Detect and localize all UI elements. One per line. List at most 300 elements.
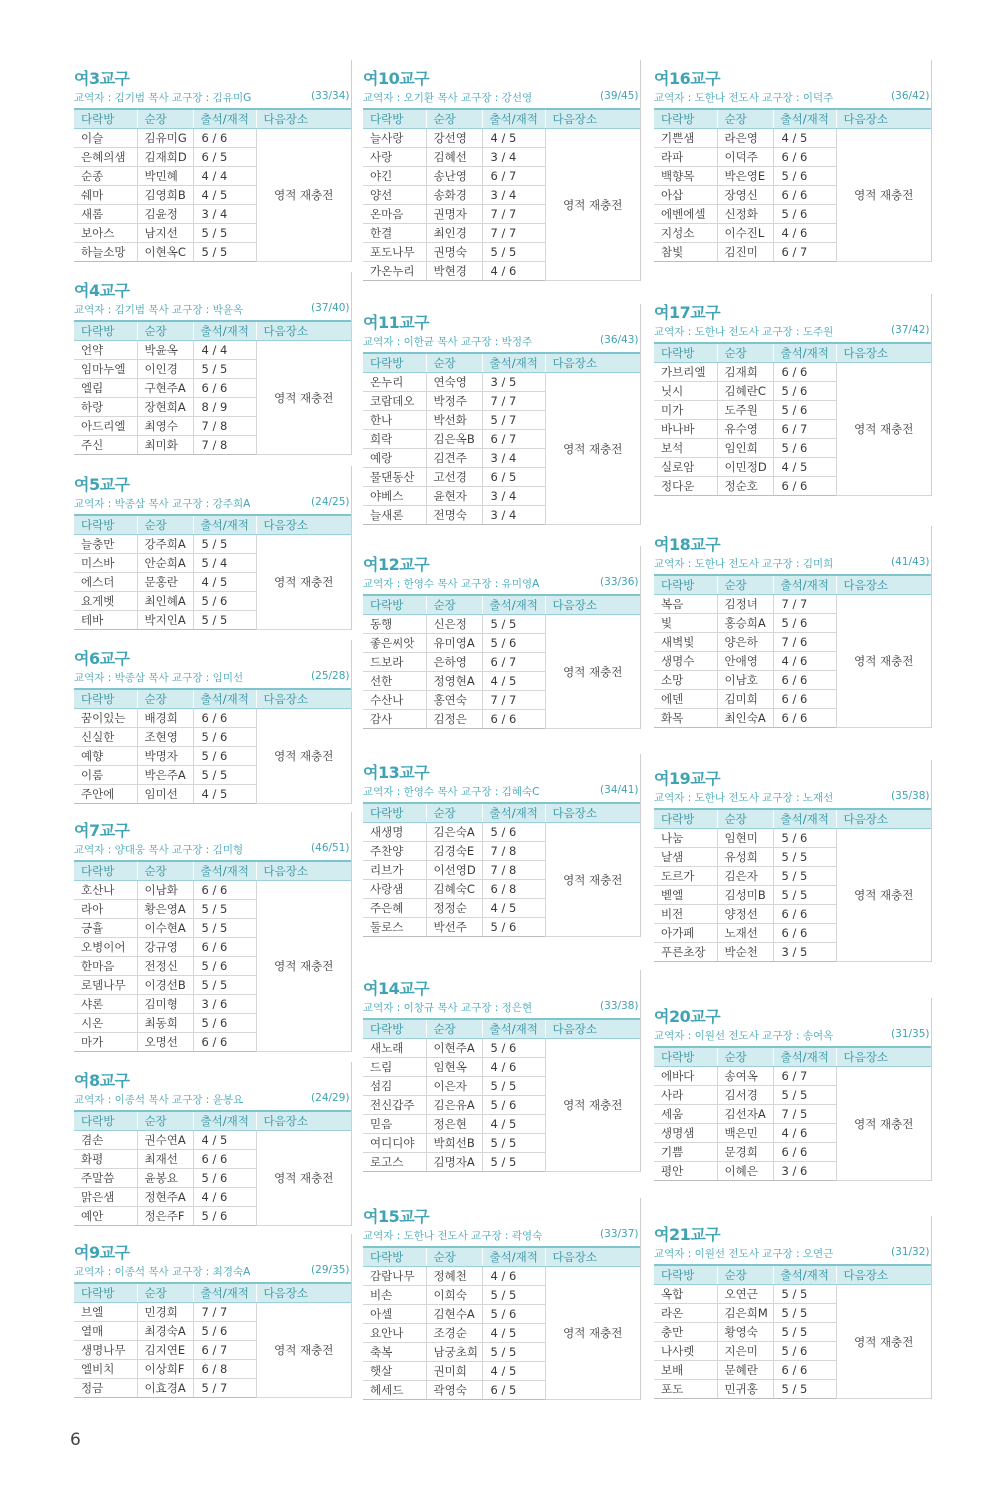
district-leaders: 교역자 : 김기범 목사 교구장 : 김유미G	[74, 92, 252, 104]
district-leaders: 교역자 : 이한균 목사 교구장 : 박정주	[363, 336, 533, 348]
next-place-cell: 영적 재충전	[256, 535, 351, 630]
table-row	[654, 129, 931, 148]
attendance-cell: 7 / 7	[482, 691, 545, 710]
group-name-cell: 코람데오	[363, 392, 426, 411]
leader-name-cell: 배경희	[137, 709, 193, 728]
leader-name-cell: 양정선	[717, 905, 773, 924]
district-title: 여11교구	[363, 313, 430, 332]
district-leaders-line	[654, 790, 932, 805]
table-header-row	[74, 861, 351, 881]
district-leaders: 교역자 : 박종삼 목사 교구장 : 임미선	[74, 672, 244, 684]
header-cell-next-place: 다음장소	[836, 109, 931, 129]
table-header-row	[654, 1265, 931, 1285]
district-attendance-total: (33/36)	[600, 576, 639, 588]
district-leaders-line	[654, 556, 932, 571]
attendance-cell: 6 / 6	[773, 924, 836, 943]
attendance-cell: 7 / 5	[773, 1105, 836, 1124]
attendance-cell: 5 / 5	[773, 848, 836, 867]
leader-name-cell: 이희숙	[426, 1286, 482, 1305]
leader-name-cell: 정혜천	[426, 1267, 482, 1286]
group-name-cell: 정다운	[654, 477, 717, 496]
attendance-cell: 6 / 6	[773, 477, 836, 496]
attendance-cell: 5 / 6	[193, 747, 256, 766]
header-cell-leader: 순장	[717, 1047, 773, 1067]
attendance-cell: 6 / 6	[773, 671, 836, 690]
attendance-cell: 6 / 6	[193, 881, 256, 900]
leader-name-cell: 이수현A	[137, 919, 193, 938]
attendance-cell: 5 / 6	[773, 829, 836, 848]
district-leaders: 교역자 : 한영수 목사 교구장 : 김혜숙C	[363, 786, 540, 798]
header-cell-attendance: 출석/재적	[482, 109, 545, 129]
header-cell-next-place: 다음장소	[545, 1247, 640, 1267]
leader-name-cell: 박은영E	[717, 167, 773, 186]
attendance-cell: 3 / 4	[482, 186, 545, 205]
header-cell-group: 다락방	[363, 353, 426, 373]
leader-name-cell: 임현옥	[426, 1058, 482, 1077]
attendance-cell: 3 / 4	[482, 487, 545, 506]
attendance-cell: 5 / 5	[482, 1153, 545, 1172]
table-row	[654, 1285, 931, 1304]
district-leaders-line	[74, 842, 352, 857]
attendance-cell: 4 / 5	[193, 785, 256, 804]
leader-name-cell: 박선주	[426, 918, 482, 937]
attendance-cell: 5 / 6	[193, 1207, 256, 1226]
leader-name-cell: 박선화	[426, 411, 482, 430]
next-place-cell: 영적 재충전	[545, 823, 640, 937]
district-header	[654, 526, 932, 574]
district-block	[363, 60, 641, 281]
leader-name-cell: 임인희	[717, 439, 773, 458]
attendance-cell: 6 / 6	[773, 905, 836, 924]
district-table	[363, 802, 641, 937]
header-cell-next-place: 다음장소	[256, 109, 351, 129]
leader-name-cell: 장영신	[717, 186, 773, 205]
attendance-cell: 4 / 5	[482, 1115, 545, 1134]
attendance-cell: 6 / 6	[773, 148, 836, 167]
district-table	[654, 574, 932, 728]
district-attendance-total: (36/42)	[891, 90, 930, 102]
leader-name-cell: 이상희F	[137, 1360, 193, 1379]
header-cell-leader: 순장	[717, 809, 773, 829]
header-cell-leader: 순장	[717, 1265, 773, 1285]
group-name-cell: 섬김	[363, 1077, 426, 1096]
attendance-cell: 3 / 4	[482, 506, 545, 525]
district-leaders: 교역자 : 이종석 목사 교구장 : 윤봉요	[74, 1094, 244, 1106]
attendance-cell: 8 / 9	[193, 398, 256, 417]
district-leaders: 교역자 : 김기범 목사 교구장 : 박윤옥	[74, 304, 244, 316]
group-name-cell: 요게벳	[74, 592, 137, 611]
attendance-cell: 5 / 5	[193, 243, 256, 262]
district-leaders-line	[654, 324, 932, 339]
group-name-cell: 언약	[74, 341, 137, 360]
header-cell-group: 다락방	[363, 109, 426, 129]
district-title: 여6교구	[74, 649, 130, 668]
header-cell-group: 다락방	[654, 809, 717, 829]
district-title: 여20교구	[654, 1007, 721, 1026]
header-cell-leader: 순장	[717, 343, 773, 363]
attendance-cell: 7 / 7	[482, 224, 545, 243]
attendance-cell: 7 / 8	[482, 861, 545, 880]
leader-name-cell: 김은희M	[717, 1304, 773, 1323]
header-cell-leader: 순장	[137, 109, 193, 129]
attendance-cell: 3 / 4	[482, 449, 545, 468]
leader-name-cell: 양은하	[717, 633, 773, 652]
leader-name-cell: 정정순	[426, 899, 482, 918]
group-name-cell: 요안나	[363, 1324, 426, 1343]
header-cell-next-place: 다음장소	[545, 109, 640, 129]
table-row	[363, 615, 640, 634]
group-name-cell: 샤론	[74, 995, 137, 1014]
district-leaders: 교역자 : 박종삼 목사 교구장 : 강주희A	[74, 498, 251, 510]
leader-name-cell: 고선경	[426, 468, 482, 487]
leader-name-cell: 박현경	[426, 262, 482, 281]
leader-name-cell: 최영수	[137, 417, 193, 436]
leader-name-cell: 김정녀	[717, 595, 773, 614]
leader-name-cell: 김성미B	[717, 886, 773, 905]
leader-name-cell: 유성희	[717, 848, 773, 867]
attendance-cell: 5 / 7	[193, 1379, 256, 1398]
attendance-cell: 7 / 8	[482, 842, 545, 861]
group-name-cell: 헤세드	[363, 1381, 426, 1400]
district-attendance-total: (34/41)	[600, 784, 639, 796]
group-name-cell: 나눔	[654, 829, 717, 848]
group-name-cell: 축복	[363, 1343, 426, 1362]
group-name-cell: 에스더	[74, 573, 137, 592]
leader-name-cell: 오연근	[717, 1285, 773, 1304]
district-header	[74, 466, 352, 514]
district-header	[363, 60, 641, 108]
attendance-cell: 7 / 8	[193, 417, 256, 436]
next-place-cell: 영적 재충전	[545, 615, 640, 729]
table-row	[74, 1303, 351, 1322]
attendance-cell: 5 / 4	[193, 554, 256, 573]
attendance-cell: 5 / 6	[773, 614, 836, 633]
attendance-cell: 5 / 6	[773, 1342, 836, 1361]
attendance-cell: 7 / 7	[193, 1303, 256, 1322]
attendance-cell: 6 / 6	[193, 1033, 256, 1052]
next-place-cell: 영적 재충전	[836, 1285, 931, 1399]
leader-name-cell: 이민정D	[717, 458, 773, 477]
attendance-cell: 7 / 7	[482, 205, 545, 224]
group-name-cell: 화평	[74, 1150, 137, 1169]
attendance-cell: 5 / 5	[193, 766, 256, 785]
attendance-cell: 5 / 6	[193, 1322, 256, 1341]
leader-name-cell: 김현수A	[426, 1305, 482, 1324]
district-table	[654, 1046, 932, 1181]
table-header-row	[363, 595, 640, 615]
header-cell-next-place: 다음장소	[545, 595, 640, 615]
group-name-cell: 양선	[363, 186, 426, 205]
group-name-cell: 이룸	[74, 766, 137, 785]
group-name-cell: 임마누엘	[74, 360, 137, 379]
district-table	[74, 514, 352, 630]
district-block	[654, 760, 932, 962]
leader-name-cell: 안순희A	[137, 554, 193, 573]
group-name-cell: 실로암	[654, 458, 717, 477]
attendance-cell: 5 / 6	[482, 1039, 545, 1058]
district-table	[74, 108, 352, 262]
group-name-cell: 쉐마	[74, 186, 137, 205]
attendance-cell: 5 / 6	[193, 592, 256, 611]
header-cell-leader: 순장	[137, 689, 193, 709]
leader-name-cell: 남지선	[137, 224, 193, 243]
leader-name-cell: 정순호	[717, 477, 773, 496]
attendance-cell: 6 / 6	[773, 709, 836, 728]
district-leaders: 교역자 : 이종석 목사 교구장 : 최경숙A	[74, 1266, 251, 1278]
district-leaders-line	[363, 334, 641, 349]
table-header-row	[363, 803, 640, 823]
header-cell-attendance: 출석/재적	[193, 515, 256, 535]
leader-name-cell: 최인숙A	[717, 709, 773, 728]
leader-name-cell: 조현영	[137, 728, 193, 747]
leader-name-cell: 정은현	[426, 1115, 482, 1134]
header-cell-next-place: 다음장소	[256, 861, 351, 881]
district-leaders-line	[654, 1246, 932, 1261]
district-header	[74, 60, 352, 108]
header-cell-leader: 순장	[426, 353, 482, 373]
attendance-cell: 7 / 7	[773, 595, 836, 614]
group-name-cell: 온마음	[363, 205, 426, 224]
leader-name-cell: 권명숙	[426, 243, 482, 262]
group-name-cell: 시온	[74, 1014, 137, 1033]
group-name-cell: 긍휼	[74, 919, 137, 938]
district-table	[363, 108, 641, 281]
leader-name-cell: 송화경	[426, 186, 482, 205]
header-cell-group: 다락방	[363, 1247, 426, 1267]
group-name-cell: 로고스	[363, 1153, 426, 1172]
group-name-cell: 닛시	[654, 382, 717, 401]
header-cell-next-place: 다음장소	[545, 1019, 640, 1039]
district-leaders: 교역자 : 양대웅 목사 교구장 : 김미형	[74, 844, 244, 856]
district-attendance-total: (29/35)	[311, 1264, 350, 1276]
attendance-cell: 5 / 6	[482, 634, 545, 653]
table-row	[363, 1267, 640, 1286]
header-cell-next-place: 다음장소	[836, 343, 931, 363]
header-cell-attendance: 출석/재적	[482, 803, 545, 823]
district-leaders: 교역자 : 한영수 목사 교구장 : 유미영A	[363, 578, 540, 590]
leader-name-cell: 김혜숙C	[426, 880, 482, 899]
group-name-cell: 온누리	[363, 373, 426, 392]
group-name-cell: 예향	[74, 747, 137, 766]
header-cell-next-place: 다음장소	[545, 353, 640, 373]
district-block	[74, 466, 352, 630]
district-leaders-line	[654, 1028, 932, 1043]
district-table	[654, 1264, 932, 1399]
attendance-cell: 3 / 4	[193, 205, 256, 224]
group-name-cell: 소망	[654, 671, 717, 690]
district-block	[654, 998, 932, 1181]
attendance-cell: 5 / 5	[482, 1343, 545, 1362]
leader-name-cell: 박지인A	[137, 611, 193, 630]
district-attendance-total: (24/25)	[311, 496, 350, 508]
leader-name-cell: 김유미G	[137, 129, 193, 148]
attendance-cell: 4 / 6	[482, 1267, 545, 1286]
leader-name-cell: 정영현A	[426, 672, 482, 691]
district-leaders: 교역자 : 도한나 전도사 교구장 : 도주원	[654, 326, 834, 338]
attendance-cell: 6 / 7	[482, 653, 545, 672]
leader-name-cell: 박민혜	[137, 167, 193, 186]
attendance-cell: 6 / 6	[193, 709, 256, 728]
attendance-cell: 5 / 5	[773, 1323, 836, 1342]
group-name-cell: 지성소	[654, 224, 717, 243]
header-cell-leader: 순장	[717, 575, 773, 595]
attendance-cell: 6 / 7	[193, 1341, 256, 1360]
group-name-cell: 에바다	[654, 1067, 717, 1086]
header-cell-attendance: 출석/재적	[193, 1111, 256, 1131]
attendance-cell: 4 / 6	[482, 262, 545, 281]
group-name-cell: 감사	[363, 710, 426, 729]
attendance-cell: 6 / 7	[482, 167, 545, 186]
group-name-cell: 새벽빛	[654, 633, 717, 652]
attendance-cell: 6 / 6	[773, 1143, 836, 1162]
attendance-cell: 5 / 6	[193, 1014, 256, 1033]
attendance-cell: 6 / 6	[193, 938, 256, 957]
next-place-cell: 영적 재충전	[836, 829, 931, 962]
group-name-cell: 사랑	[363, 148, 426, 167]
group-name-cell: 늘충만	[74, 535, 137, 554]
attendance-cell: 6 / 6	[773, 1361, 836, 1380]
district-title: 여18교구	[654, 535, 721, 554]
district-leaders-line	[363, 1000, 641, 1015]
leader-name-cell: 윤봉요	[137, 1169, 193, 1188]
leader-name-cell: 전명숙	[426, 506, 482, 525]
table-row	[654, 363, 931, 382]
group-name-cell: 보아스	[74, 224, 137, 243]
district-attendance-total: (31/35)	[891, 1028, 930, 1040]
attendance-cell: 5 / 5	[773, 867, 836, 886]
group-name-cell: 은혜의샘	[74, 148, 137, 167]
district-header	[74, 1234, 352, 1282]
district-table	[363, 1018, 641, 1172]
table-header-row	[654, 575, 931, 595]
district-header	[363, 754, 641, 802]
group-name-cell: 아드리엘	[74, 417, 137, 436]
table-row	[74, 1131, 351, 1150]
group-name-cell: 늘새론	[363, 506, 426, 525]
attendance-cell: 6 / 6	[482, 710, 545, 729]
district-title: 여12교구	[363, 555, 430, 574]
group-name-cell: 순종	[74, 167, 137, 186]
district-header	[654, 294, 932, 342]
group-name-cell: 포도	[654, 1380, 717, 1399]
district-leaders-line	[363, 1228, 641, 1243]
leader-name-cell: 최동희	[137, 1014, 193, 1033]
header-cell-attendance: 출석/재적	[773, 1047, 836, 1067]
header-cell-attendance: 출석/재적	[482, 1247, 545, 1267]
next-place-cell: 영적 재충전	[545, 1267, 640, 1400]
group-name-cell: 선한	[363, 672, 426, 691]
attendance-cell: 7 / 7	[482, 392, 545, 411]
attendance-cell: 5 / 6	[482, 1305, 545, 1324]
header-cell-attendance: 출석/재적	[773, 109, 836, 129]
header-cell-group: 다락방	[654, 575, 717, 595]
attendance-cell: 5 / 5	[193, 360, 256, 379]
group-name-cell: 날샘	[654, 848, 717, 867]
district-attendance-total: (33/37)	[600, 1228, 639, 1240]
district-block	[74, 1062, 352, 1226]
district-leaders: 교역자 : 도한나 전도사 교구장 : 김미희	[654, 558, 834, 570]
group-name-cell: 좋은씨앗	[363, 634, 426, 653]
attendance-cell: 5 / 5	[193, 900, 256, 919]
table-row	[363, 129, 640, 148]
group-name-cell: 신실한	[74, 728, 137, 747]
table-header-row	[654, 1047, 931, 1067]
leader-name-cell: 최경숙A	[137, 1322, 193, 1341]
table-row	[363, 373, 640, 392]
attendance-cell: 5 / 5	[773, 1380, 836, 1399]
group-name-cell: 바나바	[654, 420, 717, 439]
attendance-cell: 5 / 6	[482, 918, 545, 937]
group-name-cell: 늘사랑	[363, 129, 426, 148]
district-title: 여5교구	[74, 475, 130, 494]
group-name-cell: 오병이어	[74, 938, 137, 957]
leader-name-cell: 이수진L	[717, 224, 773, 243]
attendance-cell: 5 / 5	[193, 611, 256, 630]
table-row	[363, 1039, 640, 1058]
group-name-cell: 주은혜	[363, 899, 426, 918]
leader-name-cell: 강규영	[137, 938, 193, 957]
table-header-row	[74, 109, 351, 129]
attendance-cell: 5 / 6	[193, 728, 256, 747]
leader-name-cell: 박은주A	[137, 766, 193, 785]
group-name-cell: 드림	[363, 1058, 426, 1077]
attendance-cell: 5 / 6	[773, 382, 836, 401]
leader-name-cell: 문홍란	[137, 573, 193, 592]
attendance-cell: 4 / 5	[482, 129, 545, 148]
group-name-cell: 에벤에셀	[654, 205, 717, 224]
leader-name-cell: 김혜란C	[717, 382, 773, 401]
district-title: 여7교구	[74, 821, 130, 840]
district-table	[74, 1282, 352, 1398]
leader-name-cell: 김재희D	[137, 148, 193, 167]
attendance-cell: 5 / 5	[482, 1134, 545, 1153]
header-cell-attendance: 출석/재적	[193, 321, 256, 341]
district-block	[74, 60, 352, 262]
district-block	[363, 1198, 641, 1400]
header-cell-next-place: 다음장소	[256, 1283, 351, 1303]
leader-name-cell: 권수연A	[137, 1131, 193, 1150]
header-cell-leader: 순장	[137, 515, 193, 535]
header-cell-next-place: 다음장소	[256, 1111, 351, 1131]
leader-name-cell: 곽영숙	[426, 1381, 482, 1400]
attendance-cell: 5 / 5	[482, 1286, 545, 1305]
district-leaders-line	[74, 302, 352, 317]
group-name-cell: 가온누리	[363, 262, 426, 281]
attendance-cell: 4 / 5	[482, 672, 545, 691]
header-cell-group: 다락방	[363, 803, 426, 823]
header-cell-group: 다락방	[74, 1283, 137, 1303]
group-name-cell: 새롬	[74, 205, 137, 224]
district-block	[74, 1234, 352, 1398]
table-header-row	[654, 343, 931, 363]
group-name-cell: 꿈이있는	[74, 709, 137, 728]
group-name-cell: 수산나	[363, 691, 426, 710]
leader-name-cell: 홍승희A	[717, 614, 773, 633]
attendance-cell: 3 / 4	[482, 148, 545, 167]
district-leaders-line	[74, 1264, 352, 1279]
group-name-cell: 희락	[363, 430, 426, 449]
district-leaders-line	[363, 576, 641, 591]
table-header-row	[363, 1247, 640, 1267]
district-table	[74, 1110, 352, 1226]
next-place-cell: 영적 재충전	[256, 1303, 351, 1398]
next-place-cell: 영적 재충전	[545, 373, 640, 525]
attendance-cell: 5 / 6	[482, 1096, 545, 1115]
district-leaders: 교역자 : 오기환 목사 교구장 : 강선영	[363, 92, 533, 104]
leader-name-cell: 송여옥	[717, 1067, 773, 1086]
attendance-cell: 6 / 5	[193, 148, 256, 167]
leader-name-cell: 박윤옥	[137, 341, 193, 360]
